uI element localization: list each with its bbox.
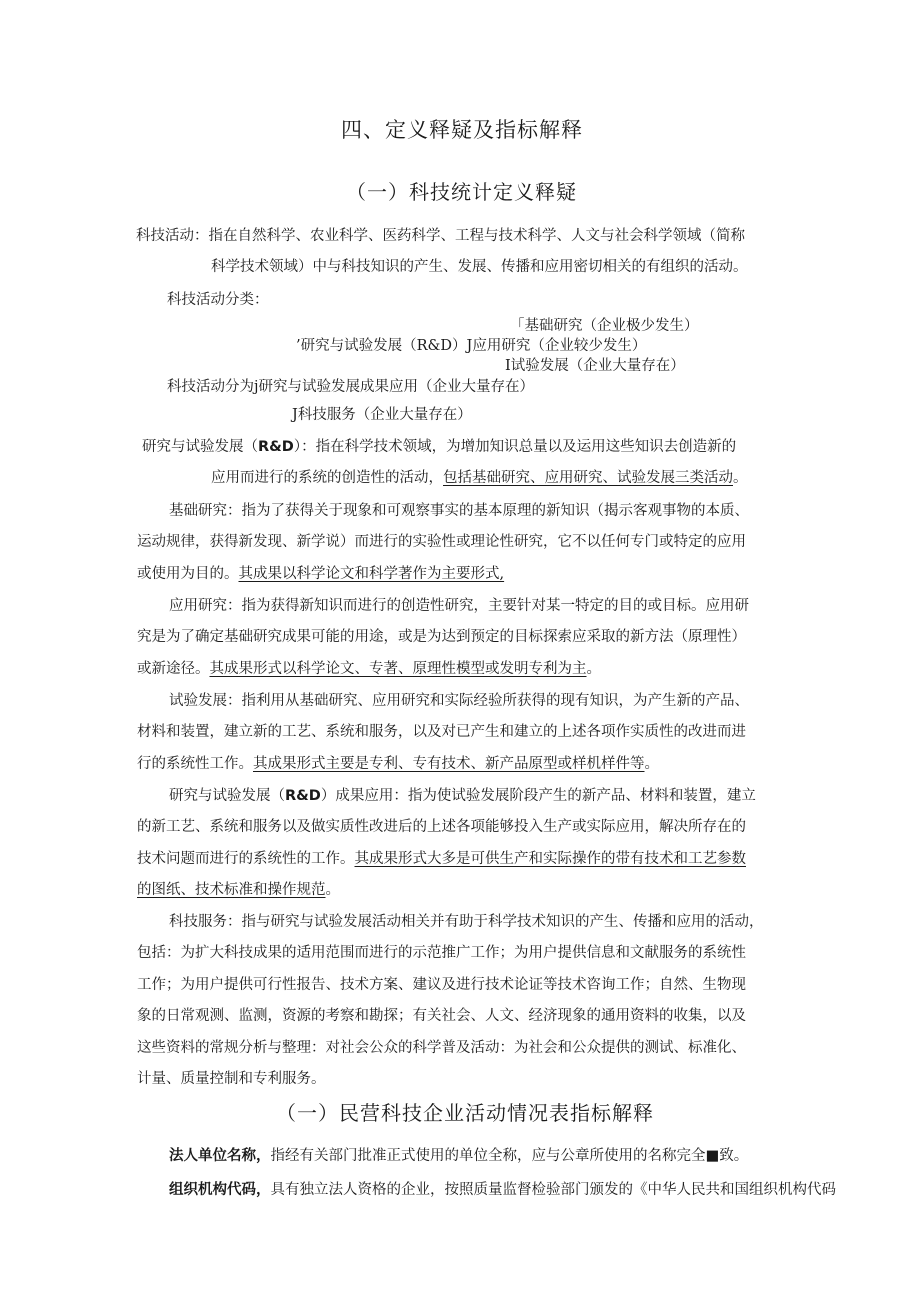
- exp-line3-underline: 其成果形式主要是专利、专有技术、新产品原型或样机样件等: [253, 756, 645, 772]
- service-line2: 包括：为扩大科技成果的适用范围而进行的示范推广工作；为用户提供信息和文献服务的系统性: [137, 945, 746, 961]
- exp-line3-plain: 行的系统性工作。: [137, 756, 253, 772]
- exp-line3-end: 。: [644, 756, 659, 772]
- tree-experimental: I试验发展（企业大量存在）: [505, 358, 685, 374]
- service-line1: 科技服务：指与研究与试验发展活动相关并有助于科学技术知识的产生、传播和应用的活动，: [169, 914, 764, 930]
- rdapp-suffix: ）成果应用：指为使试验发展阶段产生的新产品、材料和装置，建立: [320, 788, 756, 804]
- applied-line2: 究是为了确定基础研究成果可能的用途，或是为达到预定的目标探索应采取的新方法（原理性）: [137, 629, 746, 645]
- service-line4: 象的日常观测、监测，资源的考察和勘探；有关社会、人文、经济现象的通用资料的收集，以及: [137, 1008, 746, 1024]
- tree-root: 科技活动分为j研究与试验发展成果应用（企业大量存在）: [167, 379, 534, 395]
- exp-line1: 试验发展：指利用从基础研究、应用研究和实际经验所获得的现有知识，为产生新的产品、: [169, 693, 749, 709]
- rd-def-prefix: 研究与试验发展（: [142, 439, 258, 455]
- tree-basic-research: 「基础研究（企业极少发生）: [510, 318, 699, 334]
- service-line3: 工作；为用户提供可行性报告、技术方案、建议及进行技术论证等技术咨询工作；自然、生物现: [137, 977, 746, 993]
- basic-line1: 基础研究：指为了获得关于现象和可观察事实的基本原理的新知识（揭示客观事物的本质、: [169, 503, 749, 519]
- legal-name-bold: 法人单位名称，: [169, 1148, 271, 1164]
- tree-rd: ’研究与试验发展（R&D）J应用研究（企业较少发生）: [296, 338, 647, 354]
- basic-line3: [137, 564, 504, 584]
- exp-line2: 材料和装置，建立新的工艺、系统和服务，以及对已产生和建立的上述各项作实质性的改进而进: [137, 724, 746, 740]
- basic-line3-plain: 或使用为目的。: [137, 566, 239, 582]
- section-heading-definitions: （一）科技统计定义释疑: [346, 180, 577, 204]
- rdapp-bold: R&D: [285, 788, 321, 804]
- service-line6: 计量、质量控制和专利服务。: [137, 1071, 326, 1087]
- rdapp-line4-underline: 的图纸、技术标准和操作规范: [137, 882, 326, 898]
- rdapp-line4: [137, 880, 340, 900]
- tree-service: J科技服务（企业大量存在）: [292, 407, 472, 423]
- rdapp-line3-underline: 其成果形式大多是可供生产和实际操作的带有技术和工艺参数: [354, 851, 746, 867]
- rd-def-bold: R&D: [258, 439, 294, 455]
- applied-line1: 应用研究：指为获得新知识而进行的创造性研究，主要针对某一特定的目的或目标。应用研: [169, 598, 749, 614]
- classify-title: 科技活动分类：: [167, 292, 269, 308]
- rd-def-line2-end: 。: [733, 470, 748, 486]
- def-keji-line2: 科学技术领域）中与科技知识的产生、发展、传播和应用密切相关的有组织的活动。: [211, 259, 748, 275]
- rd-def-line2: [211, 468, 748, 488]
- rdapp-line3-plain: 技术问题而进行的系统性的工作。: [137, 851, 355, 867]
- legal-name-text: 指经有关部门批准正式使用的单位全称，应与公章所使用的名称完全■致。: [270, 1148, 749, 1164]
- basic-line3-underline: 其成果以科学论文和科学著作为主要形式,: [238, 566, 505, 582]
- org-code-line: [169, 1180, 836, 1200]
- legal-name-line: [169, 1146, 748, 1166]
- applied-line3-plain: 或新途径。: [137, 661, 210, 677]
- main-heading: 四、定义释疑及指标解释: [341, 118, 583, 142]
- exp-line3: [137, 754, 659, 774]
- rd-def-line1: [142, 437, 736, 457]
- section-heading-indicators: （一）民营科技企业活动情况表指标解释: [276, 1101, 654, 1125]
- rdapp-prefix: 研究与试验发展（: [169, 788, 285, 804]
- org-code-text: 具有独立法人资格的企业，按照质量监督检验部门颁发的《中华人民共和国组织机构代码: [270, 1182, 836, 1198]
- rdapp-line4-end: 。: [325, 882, 340, 898]
- rdapp-line1: [169, 786, 756, 806]
- rd-def-line2-plain: 应用而进行的系统的创造性的活动，: [211, 470, 443, 486]
- applied-line3-underline: 其成果形式以科学论文、专著、原理性模型或发明专利为主: [209, 661, 587, 677]
- applied-line3: [137, 659, 601, 679]
- rd-def-suffix: ）：指在科学技术领域，为增加知识总量以及运用这些知识去创造新的: [293, 439, 737, 455]
- def-keji-line1: 科技活动：指在自然科学、农业科学、医药科学、工程与技术科学、人文与社会科学领域（简称: [136, 228, 745, 244]
- applied-line3-end: 。: [586, 661, 601, 677]
- rdapp-line2: 的新工艺、系统和服务以及做实质性改进后的上述各项能够投入生产或实际应用，解决所存在的: [137, 819, 746, 835]
- org-code-bold: 组织机构代码，: [169, 1182, 271, 1198]
- rd-def-line2-underline: 包括基础研究、应用研究、试验发展三类活动: [443, 470, 733, 486]
- service-line5: 这些资料的常规分析与整理：对社会公众的科学普及活动：为社会和公众提供的测试、标准化、: [137, 1040, 746, 1056]
- rdapp-line3: [137, 849, 746, 869]
- basic-line2: 运动规律，获得新发现、新学说）而进行的实验性或理论性研究，它不以任何专门或特定的应用: [137, 534, 746, 550]
